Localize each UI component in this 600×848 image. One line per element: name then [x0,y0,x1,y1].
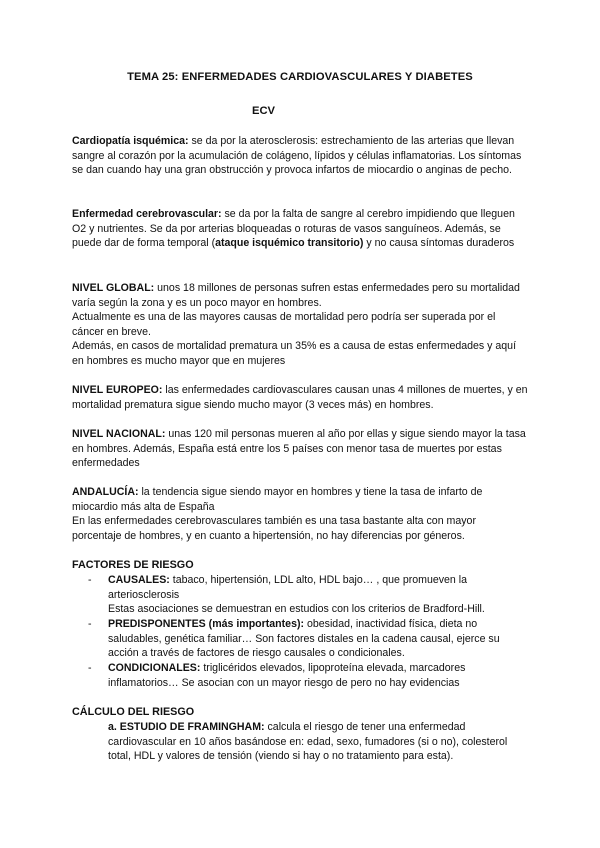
text-andalucia-2: En las enfermedades cerebrovasculares también es una tasa bastante alta con mayor porcentaje de hombres, y en cuanto a hipertensión, no hay diferencias por géneros. [72,515,476,542]
paragraph-nivel-global [72,281,528,369]
section-title-ecv: ECV [252,105,276,117]
term-andalucia: ANDALUCÍA: [72,486,139,498]
text-europeo: las enfermedades cardiovasculares causan unas 4 millones de muertes, y en mortalidad prematura sigue siendo mucho mayor (3 veces más) en hombres. [72,384,528,411]
text-cardiopatia: se da por la aterosclerosis: estrechamiento de las arterias que llevan sangre al corazón por la acumulación de colágeno, lípidos y células inflamatorias. Los síntomas se dan cuando hay una gran obstrucción y provoca infartos de miocardio o anginas de pecho. [72,135,522,177]
list-item-causales [88,573,528,617]
heading-calculo-riesgo: CÁLCULO DEL RIESGO [72,706,195,718]
term-condicionales: CONDICIONALES: [108,662,201,674]
text-causales: tabaco, hipertensión, LDL alto, HDL bajo… , que promueven la arteriosclerosis [108,574,468,601]
text-global-1: unos 18 millones de personas sufren estas enfermedades pero su mortalidad varía según la zona y es un poco mayor en hombres. [72,282,520,309]
paragraph-andalucia [72,485,528,543]
paragraph-cerebrovascular [72,207,528,251]
text-nacional: unas 120 mil personas mueren al año por ellas y sigue siendo mayor la tasa en hombres. Además, España está entre los 5 países con menor tasa de muertes por estas enfermedades [72,428,526,470]
item-framingham [108,720,528,764]
paragraph-nivel-europeo [72,383,528,412]
text-cerebrovascular-1: se da por la falta de sangre al cerebro impidiendo que lleguen O2 y nutrientes. Se da por arterias bloqueadas o roturas de vasos sanguíneos. Además, se puede dar de forma temporal ( [72,208,515,250]
text-condicionales: triglicéridos elevados, lipoproteína elevada, marcadores inflamatorios… Se asocian con un mayor riesgo de pero no hay evidencias [108,662,466,689]
text-predisponentes: obesidad, inactividad física, dieta no saludables, genética familiar… Son factores distales en la cadena causal, ejerce su acción a través de factores de riesgo causales o condicionales. [108,618,500,660]
term-framingham: a. ESTUDIO DE FRAMINGHAM: [108,721,265,733]
document-title: TEMA 25: ENFERMEDADES CARDIOVASCULARES Y DIABETES [127,71,473,83]
bullet-dash: - [88,662,92,674]
term-nivel-europeo: NIVEL EUROPEO: [72,384,163,396]
term-nivel-nacional: NIVEL NACIONAL: [72,428,166,440]
term-nivel-global: NIVEL GLOBAL: [72,282,155,294]
list-item-condicionales [88,661,528,690]
paragraph-cardiopatia [72,134,528,178]
list-item-predisponentes [88,617,528,661]
text-global-2: Actualmente es una de las mayores causas de mortalidad pero podría ser superada por el cáncer en breve. [72,311,496,338]
paragraph-nivel-nacional [72,427,528,471]
term-cerebrovascular: Enfermedad cerebrovascular: [72,208,222,220]
bullet-dash: - [88,618,92,630]
text-andalucia-1: la tendencia sigue siendo mayor en hombres y tiene la tasa de infarto de miocardio más alta de España [72,486,483,513]
text-global-3: Además, en casos de mortalidad prematura un 35% es a causa de estas enfermedades y aquí en hombres es mucho mayor que en mujeres [72,340,517,367]
text-causales-extra: Estas asociaciones se demuestran en estudios con los criterios de Bradford-Hill. [108,603,485,616]
term-causales: CAUSALES: [108,574,170,586]
term-predisponentes: PREDISPONENTES (más importantes): [108,618,305,630]
text-cerebrovascular-2: y no causa síntomas duraderos [363,237,515,250]
heading-factores-riesgo: FACTORES DE RIESGO [72,559,194,571]
term-ait: ataque isquémico transitorio) [215,237,364,250]
term-cardiopatia: Cardiopatía isquémica: [72,135,189,147]
bullet-dash: - [88,574,92,586]
text-framingham: calcula el riesgo de tener una enfermedad cardiovascular en 10 años basándose en: edad, sexo, fumadores (si o no), colesterol total, HDL y valores de tensión (viendo si hay o no tratamiento para esta). [108,721,508,763]
